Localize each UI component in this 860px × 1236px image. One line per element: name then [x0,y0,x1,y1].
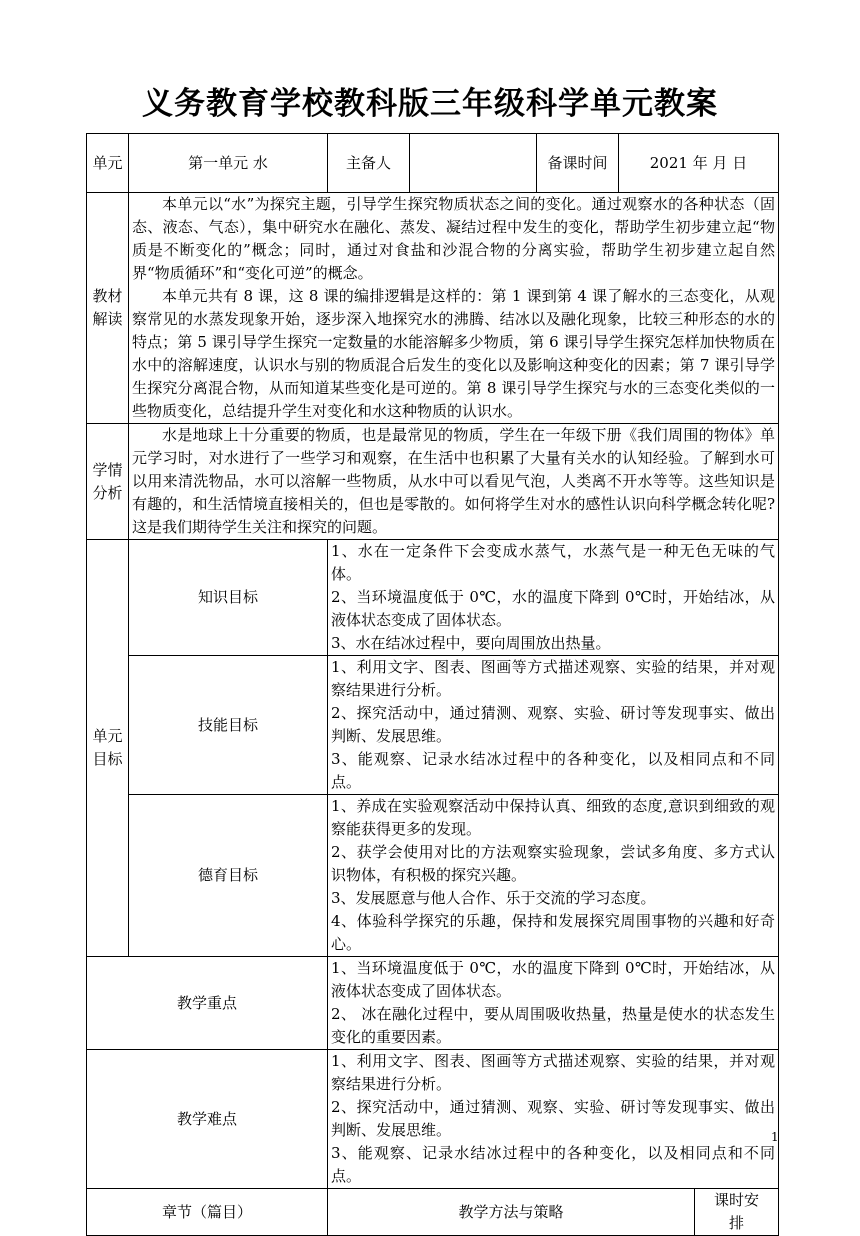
skill-goal-content [328,656,779,795]
textbook-label: 教材解读 [87,193,129,424]
learner-paragraph: 水是地球上十分重要的物质，也是最常见的物质，学生在一年级下册《我们周围的物体》单元学习时，对水进行了一些学习和观察，在生活中也积累了大量有关水的认知经验。了解到水可以用来清洗物品，水可以溶解一些物质，从水中可以看见气泡，人类离不开水等等。这些知识是有趣的，和生活情境直接相关的，但也是零散的。如何将学生对水的感性认识向科学概念转化呢?这是我们期待学生关注和探究的问题。 [132,426,776,536]
difficulties-label: 教学难点 [87,1050,328,1189]
preparer-label: 主备人 [328,134,410,193]
moral-goal-content [328,795,779,957]
unit-label: 单元 [87,134,129,193]
key-point-item: 2、 冰在融化过程中，要从周围吸收热量，热量是使水的状态发生变化的重要因素。 [331,1005,776,1046]
page-number: 1 [771,1130,779,1144]
textbook-row [87,193,779,424]
goal-item: 2、探究活动中，通过猜测、观察、实验、研讨等发现事实、做出判断、发展思维。 [331,704,776,745]
key-points-content [328,957,779,1050]
goal-item: 3、能观察、记录水结冰过程中的各种变化，以及相同点和不同点。 [331,750,776,791]
goal-item: 4、体验科学探究的乐趣，保持和发展探究周围事物的兴趣和好奇心。 [331,912,776,953]
goal-item: 2、获学会使用对比的方法观察实验现象，尝试多角度、多方式认识物体，有积极的探究兴趣。 [331,843,776,884]
unit-name: 第一单元 水 [129,134,328,193]
goal-item: 3、水在结冰过程中，要向周围放出热量。 [331,634,611,652]
goal-item: 3、发展愿意与他人合作、乐于交流的学习态度。 [331,889,656,907]
method-label: 教学方法与策略 [328,1189,695,1236]
textbook-content [129,193,779,424]
chapter-header-row [87,1189,779,1236]
key-point-item: 1、当环境温度低于 0℃，水的温度下降到 0℃时，开始结冰，从液体状态变成了固体状态。 [331,959,776,1000]
lesson-plan-table [86,133,779,1236]
knowledge-goal-row [87,540,779,656]
goal-item: 1、利用文字、图表、图画等方式描述观察、实验的结果，并对观察结果进行分析。 [331,658,776,699]
key-points-label: 教学重点 [87,957,328,1050]
header-row [87,134,779,193]
goal-item: 2、当环境温度低于 0℃，水的温度下降到 0℃时，开始结冰，从液体状态变成了固体状态。 [331,588,776,629]
difficulty-item: 1、利用文字、图表、图画等方式描述观察、实验的结果，并对观察结果进行分析。 [331,1052,776,1093]
knowledge-goal-content [328,540,779,656]
learner-row [87,424,779,540]
chapter-label: 章节（篇目） [87,1189,328,1236]
moral-goal-row [87,795,779,957]
learner-label: 学情分析 [87,424,129,540]
skill-goal-label: 技能目标 [129,656,328,795]
goals-label: 单元目标 [87,540,129,957]
preparer-value [410,134,537,193]
learner-content [129,424,779,540]
difficulty-item: 3、能观察、记录水结冰过程中的各种变化，以及相同点和不同点。 [331,1144,776,1185]
textbook-paragraph: 本单元以“水”为探究主题，引导学生探究物质状态之间的变化。通过观察水的各种状态（固态、液态、气态），集中研究水在融化、蒸发、凝结过程中发生的变化，帮助学生初步建立起“物质是不断变化的”概念；同时，通过对食盐和沙混合物的分离实验，帮助学生初步建立起自然界“物质循环”和“变化可逆”的概念。 [132,195,776,282]
difficulties-row [87,1050,779,1189]
key-points-row [87,957,779,1050]
document-title: 义务教育学校教科版三年级科学单元教案 [142,86,718,122]
goal-item: 1、养成在实验观察活动中保持认真、细致的态度,意识到细致的观察能获得更多的发现。 [331,797,776,838]
prep-time-label: 备课时间 [537,134,619,193]
hours-label: 课时安排 [695,1189,779,1236]
skill-goal-row [87,656,779,795]
goal-item: 1、水在一定条件下会变成水蒸气，水蒸气是一种无色无味的气体。 [331,542,776,583]
difficulties-content [328,1050,779,1189]
textbook-paragraph: 本单元共有 8 课，这 8 课的编排逻辑是这样的：第 1 课到第 4 课了解水的三态变化，从观察常见的水蒸发现象开始，逐步深入地探究水的沸腾、结冰以及融化现象，比较三种形态的水的特点；第 5 课引导学生探究一定数量的水能溶解多少物质，第 6 课引导学生探究怎样加快物质在水中的溶解速度，认识水与别的物质混合后发生的变化以及影响这种变化的因素；第 7 课引导学生探究分离混合物，从而知道某些变化是可逆的。第 8 课引导学生探究与水的三态变化类似的一些物质变化，总结提升学生对变化和水这种物质的认识水。 [132,287,776,420]
prep-time-value: 2021 年 月 日 [619,134,779,193]
difficulty-item: 2、探究活动中，通过猜测、观察、实验、研讨等发现事实、做出判断、发展思维。 [331,1098,776,1139]
moral-goal-label: 德育目标 [129,795,328,957]
knowledge-goal-label: 知识目标 [129,540,328,656]
